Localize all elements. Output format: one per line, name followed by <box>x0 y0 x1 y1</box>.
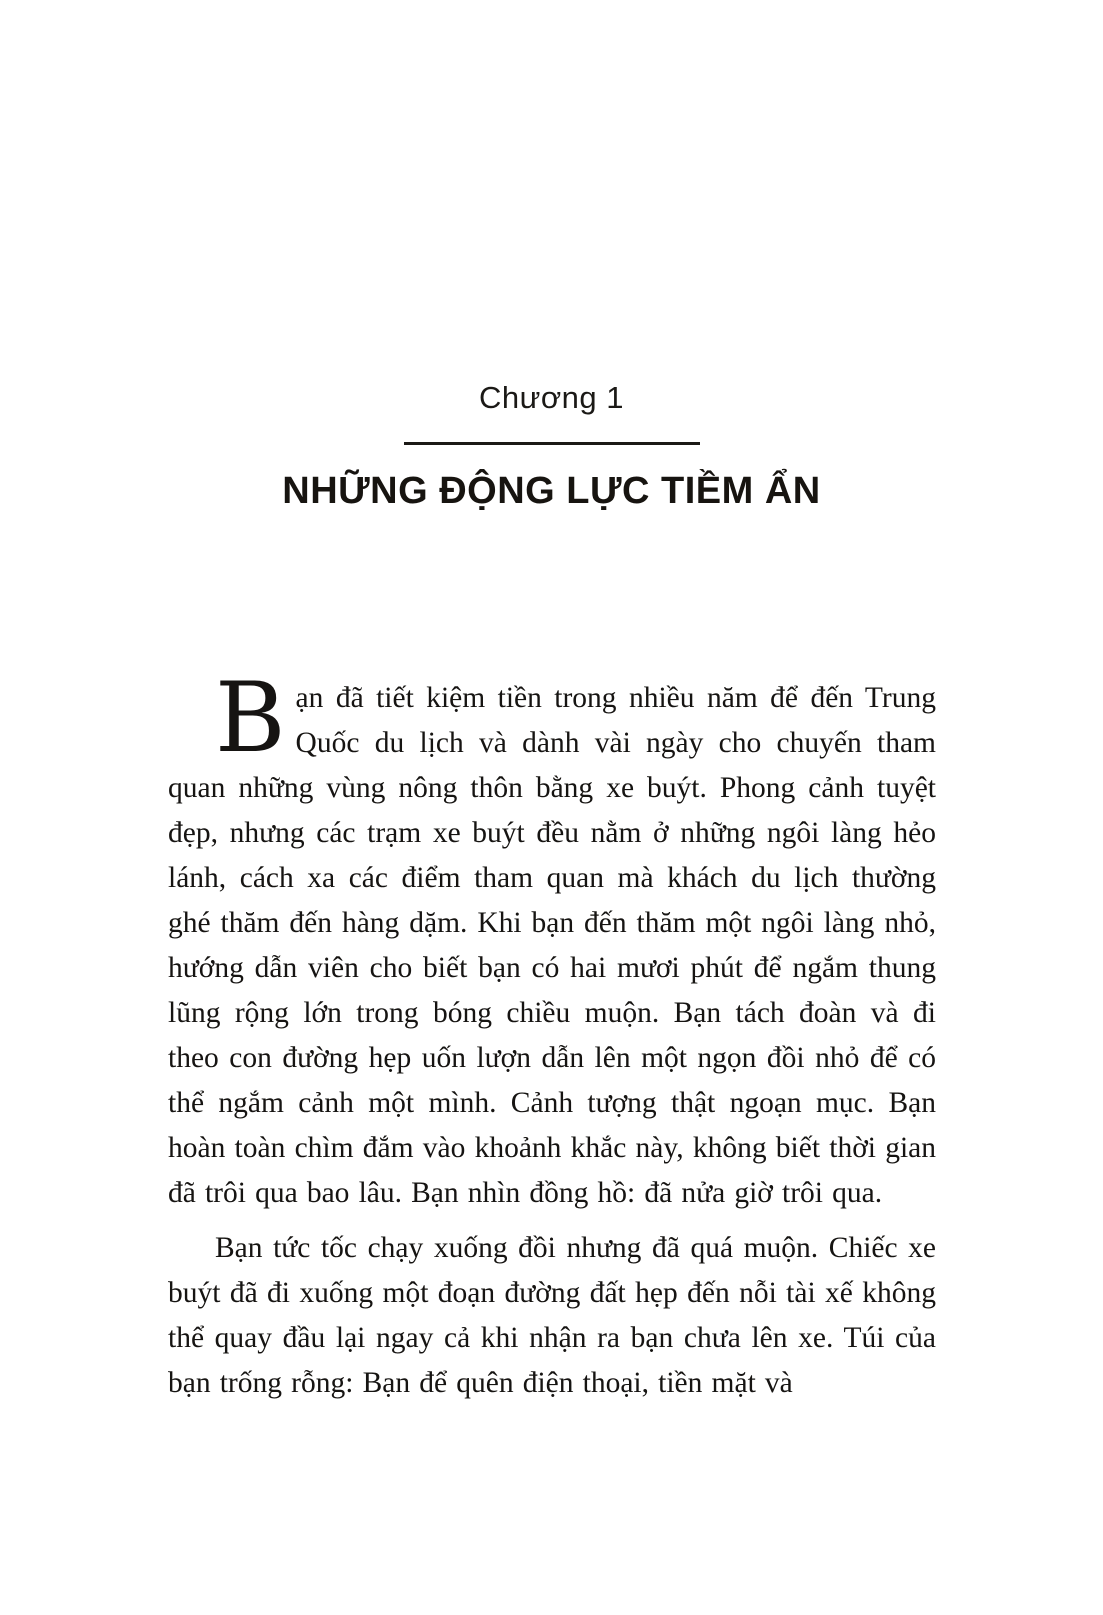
paragraph-1-text: ạn đã tiết kiệm tiền trong nhiều năm để đến Trung Quốc du lịch và dành vài ngày cho chuyến tham quan những vùng nông thôn bằng xe buýt. Phong cảnh tuyệt đẹp, nhưng các trạm xe buýt đều nằm ở những ngôi làng hẻo lánh, cách xa các điểm tham quan mà khách du lịch thường ghé thăm đến hàng dặm. Khi bạn đến thăm một ngôi làng nhỏ, hướng dẫn viên cho biết bạn có hai mươi phút để ngắm thung lũng rộng lớn trong bóng chiều muộn. Bạn tách đoàn và đi theo con đường hẹp uốn lượn dẫn lên một ngọn đồi nhỏ để có thể ngắm cảnh một mình. Cảnh tượng thật ngoạn mục. Bạn hoàn toàn chìm đắm vào khoảnh khắc này, không biết thời gian đã trôi qua bao lâu. Bạn nhìn đồng hồ: đã nửa giờ trôi qua. <box>168 682 936 1209</box>
chapter-heading <box>0 380 1103 515</box>
body-text <box>168 662 936 1406</box>
paragraph-2: Bạn tức tốc chạy xuống đồi nhưng đã quá muộn. Chiếc xe buýt đã đi xuống một đoạn đường đất hẹp đến nỗi tài xế không thể quay đầu lại ngay cả khi nhận ra bạn chưa lên xe. Túi của bạn trống rỗng: Bạn để quên điện thoại, tiền mặt và <box>168 1232 936 1399</box>
chapter-title: NHỮNG ĐỘNG LỰC TIỀM ẨN <box>282 469 821 512</box>
drop-cap-letter: B <box>215 662 286 774</box>
chapter-divider-rule <box>404 442 700 445</box>
chapter-label: Chương 1 <box>478 380 625 415</box>
paragraph-1 <box>168 662 936 1216</box>
